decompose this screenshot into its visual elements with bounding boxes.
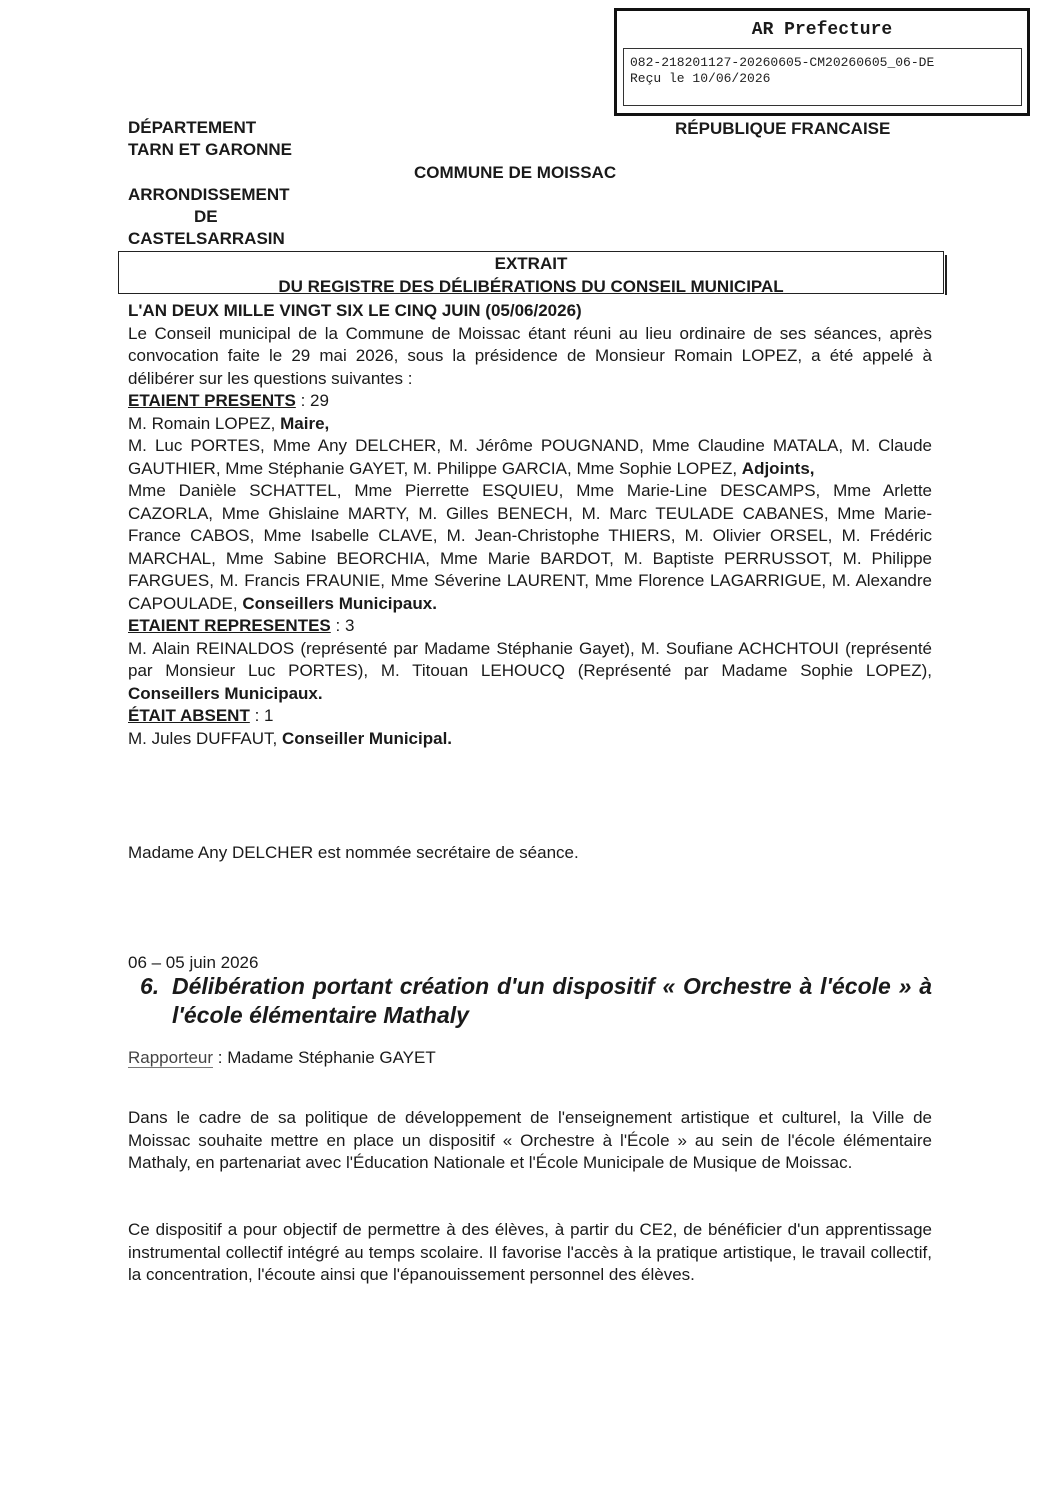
- session-intro: Le Conseil municipal de la Commune de Moissac étant réuni au lieu ordinaire de ses séances, après convocation faite le 29 mai 2026, sous la présidence de Monsieur Romain LOPEZ, a été appelé à délibérer sur les questions suivantes :: [128, 323, 932, 388]
- representes-label: ETAIENT REPRESENTES: [128, 616, 331, 635]
- republique-label: RÉPUBLIQUE FRANCAISE: [675, 119, 891, 138]
- conseillers-list: Mme Danièle SCHATTEL, Mme Pierrette ESQUIEU, Mme Marie-Line DESCAMPS, Mme Arlette CAZORLA, Mme Ghislaine MARTY, M. Gilles BENECH, M. Marc TEULADE CABANES, Mme Marie-France CABOS, Mme Isabelle CLAVE, M. Jean-Christophe THIERS, M. Olivier ORSEL, M. Frédéric MARCHAL, Mme Sabine BEORCHIA, Mme Marie BARDOT, M. Baptiste PERRUSSOT, M. Philippe FARGUES, M. Francis FRAUNIE, Mme Séverine LAURENT, Mme Florence LAGARRIGUE, M. Alexandre CAPOULADE, Conseillers Municipaux.: [128, 481, 932, 613]
- extrait-title: EXTRAIT: [494, 254, 568, 273]
- departement-block: [128, 117, 292, 161]
- stamp-received-date: Reçu le 10/06/2026: [630, 71, 771, 86]
- presents-heading: [128, 390, 932, 413]
- session-body: [128, 300, 932, 750]
- representes-list: M. Alain REINALDOS (représenté par Madame Stéphanie Gayet), M. Soufiane ACHCHTOUI (représenté par Monsieur Luc PORTES), M. Titouan LEHOUCQ (Représenté par Madame Sophie LOPEZ), Conseillers Municipaux.: [128, 638, 932, 703]
- departement-name: TARN ET GARONNE: [128, 140, 293, 159]
- adjoints-list: M. Luc PORTES, Mme Any DELCHER, M. Jérôme POUGNAND, Mme Claudine MATALA, M. Claude GAUTHIER, Mme Stéphanie GAYET, M. Philippe GARCIA, Mme Sophie LOPEZ, Adjoints,: [128, 436, 932, 478]
- arrondissement-name: CASTELSARRASIN: [128, 229, 285, 248]
- deliberation-title: Délibération portant création d'un dispositif « Orchestre à l'école » à l'école élémentaire Mathaly: [172, 973, 932, 1028]
- stamp-details: [623, 48, 1022, 106]
- presents-count: : 29: [300, 391, 329, 410]
- presents-label: ETAIENT PRESENTS: [128, 391, 296, 410]
- arrondissement-de: DE: [194, 207, 218, 226]
- paragraph-context: Dans le cadre de sa politique de développement de l'enseignement artistique et culturel, la Ville de Moissac souhaite mettre en place un dispositif « Orchestre à l'École » au sein de l'école élémentaire Mathaly, en partenariat avec l'Éducation Nationale et l'École Municipale de Musique de Moissac.: [128, 1108, 932, 1172]
- representes-count: : 3: [335, 616, 355, 635]
- deliberation-ref: 06 – 05 juin 2026: [128, 953, 259, 972]
- paragraph-objective: Ce dispositif a pour objectif de permettre à des élèves, à partir du CE2, de bénéficier d'un apprentissage instrumental collectif intégré au temps scolaire. Il favorise l'accès à la pratique artistique, le travail collectif, la concentration, l'écoute ainsi que l'épanouissement personnel des élèves.: [128, 1220, 932, 1284]
- session-date: L'AN DEUX MILLE VINGT SIX LE CINQ JUIN (05/06/2026): [128, 301, 582, 320]
- extrait-subtitle: DU REGISTRE DES DÉLIBÉRATIONS DU CONSEIL MUNICIPAL: [278, 277, 784, 296]
- arrondissement-label: ARRONDISSEMENT: [128, 185, 290, 204]
- deliberation-title-block: [128, 972, 932, 1030]
- stamp-title: AR Prefecture: [751, 20, 893, 40]
- rapporteur-line: [128, 1047, 932, 1070]
- maire-line: M. Romain LOPEZ, Maire,: [128, 413, 330, 433]
- absent-line: M. Jules DUFFAUT, Conseiller Municipal.: [128, 728, 453, 748]
- representes-heading: [128, 615, 932, 638]
- absent-heading: [128, 705, 932, 728]
- absent-label: ÉTAIT ABSENT: [128, 706, 250, 725]
- absent-count: : 1: [254, 706, 274, 725]
- rapporteur-label: Rapporteur: [128, 1048, 214, 1067]
- secretaire-line: Madame Any DELCHER est nommée secrétaire de séance.: [128, 843, 579, 862]
- rapporteur-name: : Madame Stéphanie GAYET: [213, 1048, 436, 1067]
- arrondissement-block: [128, 184, 290, 250]
- commune-name: COMMUNE DE MOISSAC: [414, 163, 617, 182]
- stamp-reference: 082-218201127-20260605-CM20260605_06-DE: [630, 55, 935, 70]
- departement-label: DÉPARTEMENT: [128, 118, 257, 137]
- deliberation-number: 6.: [140, 973, 160, 999]
